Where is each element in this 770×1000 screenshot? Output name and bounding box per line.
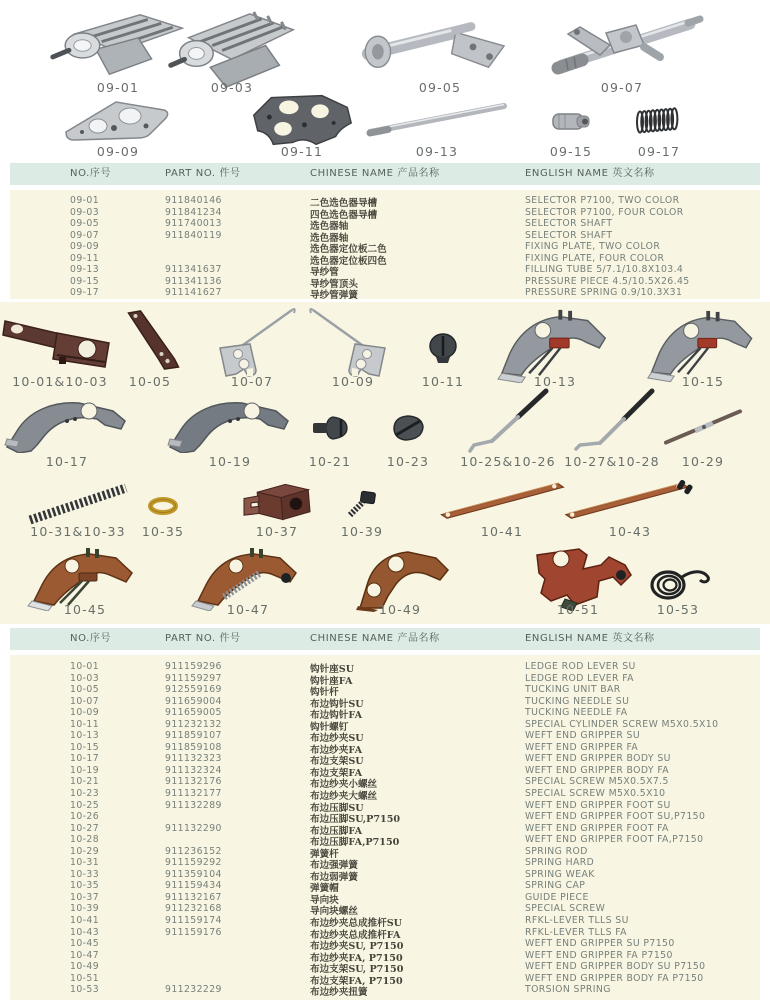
row-no: 10-39	[70, 903, 100, 915]
part-label: 10-13	[533, 374, 577, 389]
row-no: 09-17	[70, 287, 100, 298]
table-row	[10, 869, 760, 881]
row-english-name: SPECIAL CYLINDER SCREW M5X0.5X10	[525, 718, 719, 730]
table-row	[10, 696, 760, 708]
row-english-name: SPECIAL SCREW M5X0.5X10	[525, 788, 666, 800]
row-english-name: LEDGE ROD LEVER FA	[525, 672, 634, 684]
fixing-plate-light-icon	[58, 98, 178, 142]
row-english-name: WEFT END GRIPPER BODY SU	[525, 753, 671, 765]
table-row	[10, 241, 760, 253]
row-no: 10-25	[70, 799, 100, 811]
row-english-name: WEFT END GRIPPER SU P7150	[525, 938, 675, 950]
table-row	[10, 903, 760, 918]
part-label: 10-47	[226, 602, 270, 617]
part-label: 09-01	[96, 80, 140, 95]
row-no: 10-31	[70, 857, 100, 869]
row-english-name: SPRING HARD	[525, 857, 595, 869]
screw-top-icon	[388, 411, 428, 445]
row-no: 10-27	[70, 822, 100, 834]
row-no: 09-11	[70, 252, 100, 264]
row-no: 10-05	[70, 684, 100, 696]
row-chinese-name: 布边纱夹FA	[310, 744, 363, 756]
row-no: 10-19	[70, 764, 100, 776]
table-row	[10, 938, 760, 953]
row-english-name: WEFT END GRIPPER FOOT SU	[525, 799, 671, 811]
row-no: 10-09	[70, 707, 100, 719]
row-chinese-name: 布边纱夹SU	[310, 733, 364, 745]
table-row	[10, 788, 760, 803]
part-label: 09-07	[600, 80, 644, 95]
fixing-plate-dark-icon	[246, 93, 358, 148]
pressure-piece-icon	[547, 106, 595, 136]
part-label: 09-17	[637, 144, 681, 159]
table-row	[10, 857, 760, 872]
spring-rod-hook2-icon	[566, 387, 658, 453]
row-part-no: 911232168	[165, 903, 222, 915]
row-part-no: 911159292	[165, 857, 222, 869]
parts-photo-section-10	[0, 302, 770, 624]
row-chinese-name: 布边压脚SU	[310, 802, 364, 814]
row-no: 10-29	[70, 845, 100, 857]
row-english-name: SPECIAL SCREW	[525, 903, 606, 915]
row-english-name: WEFT END GRIPPER FA	[525, 741, 639, 753]
row-chinese-name: 布边弱弹簧	[310, 871, 358, 883]
row-english-name: SELECTOR SHAFT	[525, 218, 613, 229]
part-label: 10-23	[386, 454, 430, 469]
row-chinese-name: 布边纱夹小螺丝	[310, 779, 378, 791]
row-no: 10-51	[70, 972, 100, 984]
row-chinese-name: 弹簧杆	[310, 848, 339, 860]
table-row	[10, 719, 760, 731]
row-chinese-name: 钩针座FA	[310, 675, 353, 687]
row-part-no: 911341637	[165, 264, 222, 275]
table-row	[10, 218, 760, 230]
part-label: 09-15	[549, 144, 593, 159]
row-english-name: WEFT END GRIPPER FA P7150	[525, 949, 673, 961]
row-english-name: WEFT END GRIPPER BODY SU P7150	[525, 961, 706, 973]
part-label: 09-13	[415, 144, 459, 159]
row-chinese-name: 导向块	[310, 894, 339, 906]
row-chinese-name: 选色器定位板二色	[310, 244, 387, 255]
header-part-no: PART NO. 件号	[165, 633, 241, 644]
row-chinese-name: 钩针杆	[310, 687, 339, 699]
row-chinese-name: 布边纱夹扭簧	[310, 987, 368, 999]
push-bar-icon	[431, 478, 573, 522]
table-row	[10, 776, 760, 791]
row-chinese-name: 布边纱夹总成推杆FA	[310, 929, 401, 941]
row-english-name: WEFT END GRIPPER FOOT SU,P7150	[525, 811, 706, 823]
row-part-no: 911232132	[165, 718, 222, 730]
row-chinese-name: 布边纱夹总成推杆SU	[310, 918, 403, 930]
row-no: 09-07	[70, 229, 100, 241]
part-label: 10-11	[421, 374, 465, 389]
row-chinese-name: 钩针螺钉	[310, 721, 349, 733]
part-label: 10-05	[128, 374, 172, 389]
row-chinese-name: 布边支架FA	[310, 767, 363, 779]
table-row	[10, 811, 760, 826]
guide-piece-block-icon	[236, 480, 318, 524]
row-chinese-name: 选色器轴	[310, 221, 349, 232]
row-part-no: 911659004	[165, 695, 222, 707]
table-row	[10, 880, 760, 895]
row-part-no: 911159296	[165, 661, 222, 672]
row-chinese-name: 布边支架SU, P7150	[310, 964, 404, 976]
parts-table-10	[10, 655, 760, 1000]
row-no: 09-13	[70, 264, 100, 275]
row-no: 09-01	[70, 195, 100, 206]
part-label: 09-05	[418, 80, 462, 95]
row-no: 10-11	[70, 718, 100, 730]
table-row	[10, 823, 760, 835]
row-part-no: 911740013	[165, 218, 222, 229]
row-part-no: 911132290	[165, 822, 222, 834]
row-chinese-name: 布边压脚SU,P7150	[310, 814, 401, 826]
row-part-no: 911132323	[165, 753, 222, 765]
screw-side-icon	[307, 413, 353, 443]
row-no: 10-15	[70, 741, 100, 753]
row-no: 10-37	[70, 891, 100, 903]
part-label: 09-03	[210, 80, 254, 95]
row-no: 10-01	[70, 661, 100, 672]
row-english-name: FILLING TUBE 5/7.1/10.8X103.4	[525, 264, 684, 275]
row-part-no: 911159174	[165, 915, 222, 927]
row-no: 10-35	[70, 880, 100, 892]
spring-rod-plain-icon	[662, 405, 744, 447]
row-english-name: TUCKING UNIT BAR	[525, 684, 621, 696]
selector-shaft-icon	[358, 11, 523, 77]
row-chinese-name: 布边纱夹SU, P7150	[310, 941, 404, 953]
table-row	[10, 287, 760, 299]
row-no: 09-15	[70, 275, 100, 287]
row-english-name: FIXING PLATE, TWO COLOR	[525, 241, 661, 252]
row-no: 10-47	[70, 949, 100, 961]
row-chinese-name: 布边压脚FA	[310, 825, 363, 837]
row-english-name: WEFT END GRIPPER SU	[525, 730, 641, 742]
part-label: 10-31&10-33	[30, 524, 126, 539]
row-english-name: SELECTOR P7100, FOUR COLOR	[525, 206, 684, 218]
table-row	[10, 753, 760, 768]
row-no: 10-21	[70, 776, 100, 788]
row-chinese-name: 导向块螺丝	[310, 906, 358, 918]
row-no: 10-26	[70, 811, 100, 823]
table-row	[10, 742, 760, 754]
row-english-name: TUCKING NEEDLE FA	[525, 707, 628, 719]
guide-screw-icon	[344, 489, 380, 519]
gripper-body-icon	[1, 395, 133, 453]
row-english-name: PRESSURE SPRING 0.9/10.3X31	[525, 287, 683, 298]
row-english-name: SELECTOR SHAFT	[525, 229, 613, 241]
part-label: 10-21	[308, 454, 352, 469]
row-no: 10-23	[70, 788, 100, 800]
part-label: 10-53	[656, 602, 700, 617]
row-no: 10-07	[70, 695, 100, 707]
row-chinese-name: 布边支架FA, P7150	[310, 975, 403, 987]
table-row	[10, 950, 760, 962]
tucking-unit-bar-icon	[111, 309, 189, 371]
row-english-name: WEFT END GRIPPER BODY FA P7150	[525, 972, 704, 984]
table-row	[10, 195, 760, 207]
part-label: 10-27&10-28	[564, 454, 660, 469]
row-part-no: 911840146	[165, 195, 222, 206]
row-chinese-name: 布边支架SU	[310, 756, 364, 768]
header-chinese-name: CHINESE NAME 产品名称	[310, 168, 440, 179]
cylinder-screw-icon	[423, 331, 463, 365]
part-label: 10-35	[141, 524, 185, 539]
part-label: 10-39	[340, 524, 384, 539]
part-label: 10-43	[608, 524, 652, 539]
row-english-name: GUIDE PIECE	[525, 891, 589, 903]
spring-rod-hook-icon	[462, 387, 554, 453]
table-row	[10, 961, 760, 976]
part-label: 10-07	[230, 374, 274, 389]
gripper-body-dark-icon	[164, 395, 296, 453]
row-no: 10-33	[70, 868, 100, 880]
row-english-name: TORSION SPRING	[525, 984, 611, 996]
row-chinese-name: 布边强弹簧	[310, 860, 358, 872]
row-english-name: PRESSURE PIECE 4.5/10.5X26.45	[525, 275, 690, 287]
row-no: 10-03	[70, 672, 100, 684]
part-label: 10-17	[45, 454, 89, 469]
torsion-spring-icon	[642, 561, 714, 603]
row-english-name: RFKL-LEVER TLLS FA	[525, 926, 627, 938]
row-chinese-name: 四色选色器导槽	[310, 209, 378, 221]
row-part-no: 911859108	[165, 741, 222, 753]
row-no: 10-45	[70, 938, 100, 950]
row-chinese-name: 二色选色器导槽	[310, 198, 378, 209]
row-chinese-name: 布边钩针FA	[310, 710, 363, 722]
table-row	[10, 707, 760, 722]
row-chinese-name: 导纱管弹簧	[310, 290, 358, 301]
row-no: 10-28	[70, 834, 100, 846]
filling-tube-icon	[362, 100, 512, 138]
row-chinese-name: 布边纱夹FA, P7150	[310, 952, 403, 964]
table-row	[10, 673, 760, 685]
part-label: 10-41	[480, 524, 524, 539]
row-chinese-name: 选色器定位板四色	[310, 255, 387, 267]
ledge-rod-lever-icon	[1, 309, 119, 371]
table-row	[10, 927, 760, 939]
row-part-no: 911840119	[165, 229, 222, 241]
table-row	[10, 253, 760, 265]
row-english-name: SPRING ROD	[525, 845, 588, 857]
row-part-no: 911341136	[165, 275, 222, 287]
table-row	[10, 765, 760, 777]
row-part-no: 911859107	[165, 730, 222, 742]
row-part-no: 911359104	[165, 868, 222, 880]
spring-cap-ring-icon	[145, 496, 181, 516]
row-chinese-name: 导纱管	[310, 267, 339, 278]
part-label: 10-45	[63, 602, 107, 617]
row-english-name: WEFT END GRIPPER FOOT FA,P7150	[525, 834, 704, 846]
table-row	[10, 207, 760, 219]
row-part-no: 911141627	[165, 287, 222, 298]
table-row	[10, 730, 760, 745]
row-no: 10-53	[70, 984, 100, 996]
tucking-needle-fa-icon	[307, 306, 399, 378]
table-header-10	[10, 628, 760, 650]
header-no: NO.序号	[70, 168, 112, 179]
row-english-name: SPRING WEAK	[525, 868, 595, 880]
row-no: 09-03	[70, 206, 100, 218]
weft-gripper-icon	[644, 305, 762, 383]
table-row	[10, 684, 760, 699]
table-row	[10, 264, 760, 276]
row-part-no: 911132167	[165, 891, 222, 903]
part-label: 10-09	[331, 374, 375, 389]
row-part-no: 911232229	[165, 984, 222, 996]
row-part-no: 911132177	[165, 788, 222, 800]
header-english-name: ENGLISH NAME 英文名称	[525, 633, 655, 644]
row-english-name: LEDGE ROD LEVER SU	[525, 661, 636, 672]
row-part-no: 911159297	[165, 672, 222, 684]
row-no: 09-09	[70, 241, 100, 252]
row-part-no: 911132176	[165, 776, 222, 788]
table-row	[10, 834, 760, 849]
parts-photo-section-09	[0, 0, 770, 162]
row-chinese-name: 布边纱夹大螺丝	[310, 791, 378, 803]
part-label: 10-25&10-26	[460, 454, 556, 469]
table-row	[10, 892, 760, 904]
part-label: 10-29	[681, 454, 725, 469]
table-row	[10, 661, 760, 673]
table-row	[10, 800, 760, 812]
row-english-name: WEFT END GRIPPER BODY FA	[525, 764, 670, 776]
row-chinese-name: 布边压脚FA,P7150	[310, 837, 400, 849]
header-english-name: ENGLISH NAME 英文名称	[525, 168, 655, 179]
row-no: 10-43	[70, 926, 100, 938]
part-label: 10-37	[255, 524, 299, 539]
pressure-spring-icon	[633, 105, 685, 137]
row-part-no: 911659005	[165, 707, 222, 719]
push-bar-screws-icon	[555, 478, 705, 522]
row-no: 10-49	[70, 961, 100, 973]
row-chinese-name: 弹簧帽	[310, 883, 339, 895]
table-row	[10, 915, 760, 930]
table-row	[10, 984, 760, 999]
coil-spring-long-icon	[22, 482, 134, 526]
row-english-name: TUCKING NEEDLE SU	[525, 695, 630, 707]
row-english-name: FIXING PLATE, FOUR COLOR	[525, 252, 665, 264]
row-part-no: 911159176	[165, 926, 222, 938]
row-chinese-name: 选色器轴	[310, 232, 349, 244]
row-part-no: 912559169	[165, 684, 222, 696]
header-chinese-name: CHINESE NAME 产品名称	[310, 633, 440, 644]
row-no: 10-13	[70, 730, 100, 742]
table-row	[10, 230, 760, 242]
selector-shaft-assembly-icon	[540, 7, 705, 77]
part-label: 09-09	[96, 144, 140, 159]
row-english-name: SPRING CAP	[525, 880, 586, 892]
row-no: 10-17	[70, 753, 100, 765]
header-no: NO.序号	[70, 633, 112, 644]
tucking-needle-su-icon	[206, 306, 298, 378]
row-english-name: RFKL-LEVER TLLS SU	[525, 915, 629, 927]
table-row	[10, 846, 760, 858]
part-label: 09-11	[280, 144, 324, 159]
row-no: 10-41	[70, 915, 100, 927]
parts-table-09	[10, 190, 760, 299]
row-english-name: WEFT END GRIPPER FOOT FA	[525, 822, 669, 834]
row-part-no: 911132324	[165, 764, 222, 776]
part-label: 10-49	[378, 602, 422, 617]
row-part-no: 911159434	[165, 880, 222, 892]
part-label: 10-19	[208, 454, 252, 469]
row-part-no: 911132289	[165, 799, 222, 811]
header-part-no: PART NO. 件号	[165, 168, 241, 179]
part-label: 10-15	[681, 374, 725, 389]
row-english-name: SPECIAL SCREW M5X0.5X7.5	[525, 776, 669, 788]
table-row	[10, 973, 760, 985]
row-chinese-name: 布边钩针SU	[310, 698, 364, 710]
row-chinese-name: 导纱管顶头	[310, 278, 358, 290]
part-label: 10-51	[556, 602, 600, 617]
row-chinese-name: 钩针座SU	[310, 664, 355, 675]
table-row	[10, 276, 760, 288]
part-label: 10-01&10-03	[12, 374, 108, 389]
row-no: 09-05	[70, 218, 100, 229]
row-english-name: SELECTOR P7100, TWO COLOR	[525, 195, 680, 206]
row-part-no: 911841234	[165, 206, 222, 218]
weft-gripper-icon	[494, 305, 616, 383]
table-header-09	[10, 163, 760, 185]
row-part-no: 911236152	[165, 845, 222, 857]
